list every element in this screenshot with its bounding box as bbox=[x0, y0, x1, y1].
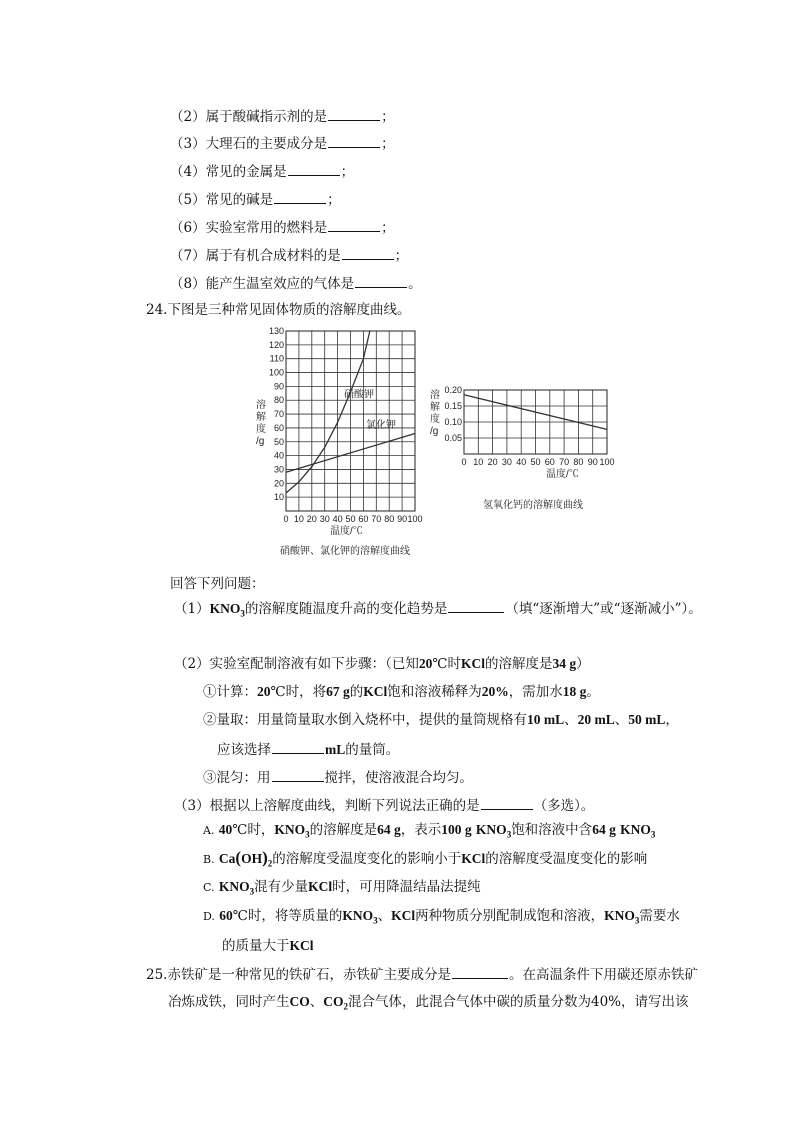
chart-title: 氢氧化钙的溶解度曲线 bbox=[483, 500, 583, 511]
x-tick-label: 90 bbox=[587, 457, 598, 467]
chem-kcl: KCl bbox=[308, 879, 333, 894]
x-tick-label: 50 bbox=[530, 457, 541, 467]
item-number: （3） bbox=[170, 136, 206, 152]
item-text: 常见的碱是 bbox=[205, 192, 274, 208]
y-axis-label: 溶 bbox=[430, 390, 440, 401]
q24-step1 bbox=[203, 682, 600, 702]
x-tick-label: 60 bbox=[358, 514, 369, 524]
y-axis-label: 溶 bbox=[256, 400, 266, 411]
q24-step2 bbox=[203, 710, 679, 730]
mass-value: 67 g bbox=[326, 684, 350, 699]
chem-kno3: KNO bbox=[475, 822, 507, 837]
text: （3）根据以上溶解度曲线，判断下列说法正确的是 bbox=[174, 798, 480, 814]
text: 的质量大于 bbox=[222, 938, 290, 954]
text: 25.赤铁矿是一种常见的铁矿石，赤铁矿主要成分是 bbox=[146, 967, 451, 983]
x-tick-label: 70 bbox=[559, 457, 570, 467]
y-axis-label: /g bbox=[256, 436, 265, 447]
q23-item bbox=[170, 133, 395, 154]
x-tick-label: 40 bbox=[516, 457, 527, 467]
q25-line1 bbox=[146, 964, 698, 985]
text: 混合气体，此混合气体中碳的质量分数为40%，请写出该 bbox=[348, 994, 689, 1010]
answer-blank[interactable] bbox=[272, 767, 324, 782]
q23-item bbox=[170, 106, 395, 127]
item-number: （2） bbox=[170, 109, 206, 125]
y-tick-label: 10 bbox=[273, 492, 284, 503]
x-tick-label: 100 bbox=[407, 514, 423, 524]
q24-part1 bbox=[174, 598, 702, 624]
series-label: 硝酸钾 bbox=[344, 389, 375, 401]
text: 饱和溶液中含 bbox=[511, 822, 593, 838]
x-tick-label: 40 bbox=[332, 514, 343, 524]
value: 64 g bbox=[592, 822, 616, 837]
water-value: 18 g bbox=[562, 684, 587, 699]
percent-value: 20% bbox=[481, 684, 509, 699]
x-tick-label: 30 bbox=[319, 514, 330, 524]
y-axis-label: 解 bbox=[256, 412, 266, 423]
item-end: ； bbox=[381, 136, 395, 152]
chem-subscript: 3 bbox=[650, 829, 656, 840]
chem-kcl: KCl bbox=[391, 908, 416, 923]
option-label: D. bbox=[203, 910, 215, 923]
x-tick-label: 90 bbox=[397, 514, 408, 524]
y-tick-label: 90 bbox=[273, 381, 284, 392]
x-tick-label: 50 bbox=[345, 514, 356, 524]
temp-value: 20 bbox=[257, 684, 271, 699]
chem-co2: CO bbox=[323, 994, 344, 1009]
q24-step3 bbox=[203, 767, 473, 788]
unit: mL bbox=[325, 742, 346, 757]
item-number: （5） bbox=[170, 192, 206, 208]
text: ①计算： bbox=[203, 684, 257, 700]
text: （多选）。 bbox=[533, 798, 595, 814]
text: 。 bbox=[586, 684, 600, 700]
answer-blank[interactable] bbox=[328, 133, 380, 148]
item-end: ； bbox=[394, 248, 409, 264]
chem-subscript: 3 bbox=[373, 915, 378, 926]
x-tick-label: 30 bbox=[501, 457, 512, 467]
x-tick-label: 70 bbox=[371, 514, 382, 524]
x-tick-label: 10 bbox=[473, 457, 484, 467]
x-axis-label: 温度/℃ bbox=[546, 469, 579, 480]
q24-part3 bbox=[174, 795, 594, 816]
y-axis-label: /g bbox=[430, 426, 439, 437]
q23-item bbox=[170, 217, 395, 238]
chem-kno3: KNO bbox=[620, 822, 651, 837]
chem-co: CO bbox=[289, 994, 310, 1009]
x-tick-label: 20 bbox=[306, 514, 317, 524]
chem-subscript: 3 bbox=[240, 608, 245, 619]
item-number: （6） bbox=[170, 220, 206, 236]
y-tick-label: 70 bbox=[273, 409, 284, 420]
text: 的量筒。 bbox=[345, 742, 400, 758]
text: ℃时，将等质量的 bbox=[232, 908, 343, 924]
chem-kcl: KCl bbox=[289, 938, 314, 953]
text: ②量取：用量筒量取水倒入烧杯中，提供的量筒规格有 bbox=[203, 712, 527, 728]
text: 饱和溶液稀释为 bbox=[387, 684, 482, 700]
text: 、 bbox=[377, 908, 392, 924]
y-tick-label: 20 bbox=[273, 478, 284, 489]
item-text: 属于有机合成材料的是 bbox=[205, 248, 341, 264]
q23-item bbox=[170, 189, 341, 210]
sep: 、 bbox=[614, 712, 629, 728]
chem-kno3: KNO bbox=[274, 822, 306, 837]
text: ） bbox=[576, 656, 590, 672]
part-text: 的溶解度随温度升高的变化趋势是 bbox=[244, 601, 448, 617]
x-tick-label: 80 bbox=[573, 457, 584, 467]
text: 的 bbox=[349, 684, 364, 700]
y-tick-label: 40 bbox=[273, 450, 284, 461]
x-tick-label: 80 bbox=[384, 514, 395, 524]
text: ℃时，将 bbox=[270, 684, 327, 700]
chem-ca: Ca bbox=[218, 851, 236, 866]
item-end: ； bbox=[381, 109, 395, 125]
text: 搅拌，使溶液混合均匀。 bbox=[324, 770, 473, 786]
chart-kno3-kcl bbox=[250, 322, 430, 562]
y-tick-label: 100 bbox=[268, 367, 284, 378]
temp-value: 60 bbox=[219, 908, 233, 923]
text: ，表示 bbox=[400, 822, 442, 838]
y-tick-label: 0.10 bbox=[444, 417, 462, 427]
item-text: 属于酸碱指示剂的是 bbox=[205, 109, 328, 125]
text: ℃时 bbox=[432, 656, 461, 672]
item-end: ； bbox=[327, 192, 341, 208]
y-tick-label: 60 bbox=[273, 422, 284, 433]
volume-option: 10 mL bbox=[527, 712, 565, 727]
part-tail: （填“逐渐增大”或“逐渐减小”）。 bbox=[505, 601, 702, 617]
text: 冶炼成铁，同时产生 bbox=[168, 994, 290, 1010]
chart-title: 硝酸钾、氯化钾的溶解度曲线 bbox=[280, 546, 410, 557]
chem-kcl: KCl bbox=[460, 656, 485, 671]
text: 。在高温条件下用碳还原赤铁矿 bbox=[508, 967, 698, 983]
answer-blank[interactable] bbox=[342, 245, 394, 260]
answer-blank[interactable] bbox=[328, 217, 380, 232]
option-d-cont bbox=[222, 936, 314, 956]
item-text: 常见的金属是 bbox=[205, 164, 287, 180]
option-c[interactable] bbox=[203, 877, 481, 902]
item-end: ； bbox=[381, 220, 395, 236]
temp-value: 40 bbox=[218, 822, 233, 837]
sep: 、 bbox=[309, 994, 324, 1010]
answer-blank[interactable] bbox=[355, 273, 407, 288]
item-text: 能产生温室效应的气体是 bbox=[205, 276, 355, 292]
text: 的溶解度是 bbox=[309, 822, 378, 838]
answer-prompt: 回答下列问题： bbox=[170, 576, 265, 592]
y-tick-label: 120 bbox=[268, 339, 284, 350]
chem-kno3: KNO bbox=[342, 908, 374, 923]
chem-kno3: KNO bbox=[209, 601, 241, 616]
q24-part2-intro bbox=[174, 654, 590, 674]
chart-kno3-kcl-svg bbox=[250, 322, 430, 562]
text: 需要水 bbox=[639, 908, 680, 924]
value: 64 g bbox=[377, 822, 401, 837]
chem-kcl: KCl bbox=[461, 851, 486, 866]
x-tick-label: 10 bbox=[293, 514, 304, 524]
text: 的溶解度是 bbox=[484, 656, 553, 672]
option-d[interactable] bbox=[203, 906, 680, 931]
chem-subscript: 2 bbox=[343, 1001, 348, 1012]
chart-caoh2-svg bbox=[428, 380, 618, 520]
chem-subscript: 3 bbox=[634, 915, 640, 926]
item-number: （7） bbox=[170, 248, 206, 264]
text: ，需加水 bbox=[508, 684, 563, 700]
answer-blank[interactable] bbox=[481, 795, 533, 810]
y-axis-label: 度 bbox=[256, 424, 266, 435]
chem-subscript: 3 bbox=[506, 829, 512, 840]
chem-kno3: KNO bbox=[604, 908, 635, 923]
chart-caoh2 bbox=[428, 380, 618, 520]
volume-option: 50 mL bbox=[628, 712, 666, 727]
item-number: （4） bbox=[170, 164, 206, 180]
y-tick-label: 80 bbox=[273, 395, 284, 406]
item-text: 大理石的主要成分是 bbox=[205, 136, 328, 152]
item-text: 实验室常用的燃料是 bbox=[205, 220, 328, 236]
answer-blank[interactable] bbox=[272, 739, 324, 754]
text: ③混匀：用 bbox=[203, 770, 271, 786]
text: 的溶解度受温度变化的影响小于 bbox=[272, 851, 462, 867]
answer-blank[interactable] bbox=[274, 189, 326, 204]
chem-kcl: KCl bbox=[363, 684, 388, 699]
option-label: C. bbox=[203, 881, 215, 894]
text: 两种物质分别配制成饱和溶液， bbox=[415, 908, 605, 924]
text: ， bbox=[665, 712, 679, 728]
option-b[interactable]: B. $Ca(OH)_2$的溶解度受温度变化的影响小于KCl的溶解度受温度变化的影响 bbox=[203, 848, 648, 869]
part-number: （1） bbox=[174, 601, 210, 617]
y-axis-label: 解 bbox=[430, 402, 440, 413]
sep: 、 bbox=[564, 712, 578, 728]
x-tick-label: 0 bbox=[283, 514, 289, 524]
q23-item bbox=[170, 245, 408, 266]
option-label: A. bbox=[203, 824, 215, 837]
series-label: 氯化钾 bbox=[365, 419, 396, 431]
q23-item bbox=[170, 161, 354, 182]
text: （2）实验室配制溶液有如下步骤：（已知 bbox=[174, 656, 419, 672]
answer-blank[interactable] bbox=[288, 161, 340, 176]
item-number: （8） bbox=[170, 276, 206, 292]
item-end: ； bbox=[340, 164, 355, 180]
y-tick-label: 0.05 bbox=[444, 433, 462, 443]
y-axis-label: 度 bbox=[430, 414, 440, 425]
y-tick-label: 0.20 bbox=[444, 385, 462, 395]
text: 的溶解度受温度变化的影响 bbox=[485, 851, 648, 867]
q24-stem: 24.下图是三种常见固体物质的溶解度曲线。 bbox=[146, 302, 411, 318]
chem-subscript: 2 bbox=[267, 858, 273, 869]
chem-subscript: 3 bbox=[249, 886, 255, 897]
x-tick-label: 0 bbox=[461, 457, 467, 467]
solubility-value: 34 g bbox=[552, 656, 577, 671]
x-tick-label: 20 bbox=[487, 457, 498, 467]
x-axis-label: 温度/℃ bbox=[330, 526, 363, 537]
option-a[interactable] bbox=[203, 820, 655, 845]
answer-blank[interactable] bbox=[328, 106, 380, 121]
y-tick-label: 50 bbox=[273, 436, 284, 447]
y-tick-label: 30 bbox=[273, 464, 284, 475]
y-tick-label: 0.15 bbox=[444, 401, 462, 411]
value: 100 g bbox=[441, 822, 472, 837]
chem-kno3: KNO bbox=[218, 879, 250, 894]
chem-subscript: 3 bbox=[305, 829, 310, 840]
text: 应该选择 bbox=[217, 742, 271, 758]
text: 时，可用降温结晶法提纯 bbox=[332, 879, 481, 895]
x-tick-label: 100 bbox=[599, 457, 615, 467]
answer-blank[interactable] bbox=[452, 964, 508, 979]
answer-blank[interactable] bbox=[448, 598, 504, 613]
item-end: 。 bbox=[408, 276, 422, 292]
temp-value: 20 bbox=[418, 656, 433, 671]
text: ℃时， bbox=[232, 822, 275, 838]
option-label: B. bbox=[203, 853, 215, 866]
chem-oh: OH bbox=[241, 851, 263, 866]
q24-step2-cont bbox=[217, 739, 399, 760]
q25-line2 bbox=[168, 992, 689, 1017]
y-tick-label: 130 bbox=[268, 326, 284, 336]
q23-item bbox=[170, 273, 422, 294]
volume-option: 20 mL bbox=[577, 712, 615, 727]
x-tick-label: 60 bbox=[544, 457, 555, 467]
y-tick-label: 110 bbox=[269, 353, 284, 364]
text: 混有少量 bbox=[254, 879, 309, 895]
